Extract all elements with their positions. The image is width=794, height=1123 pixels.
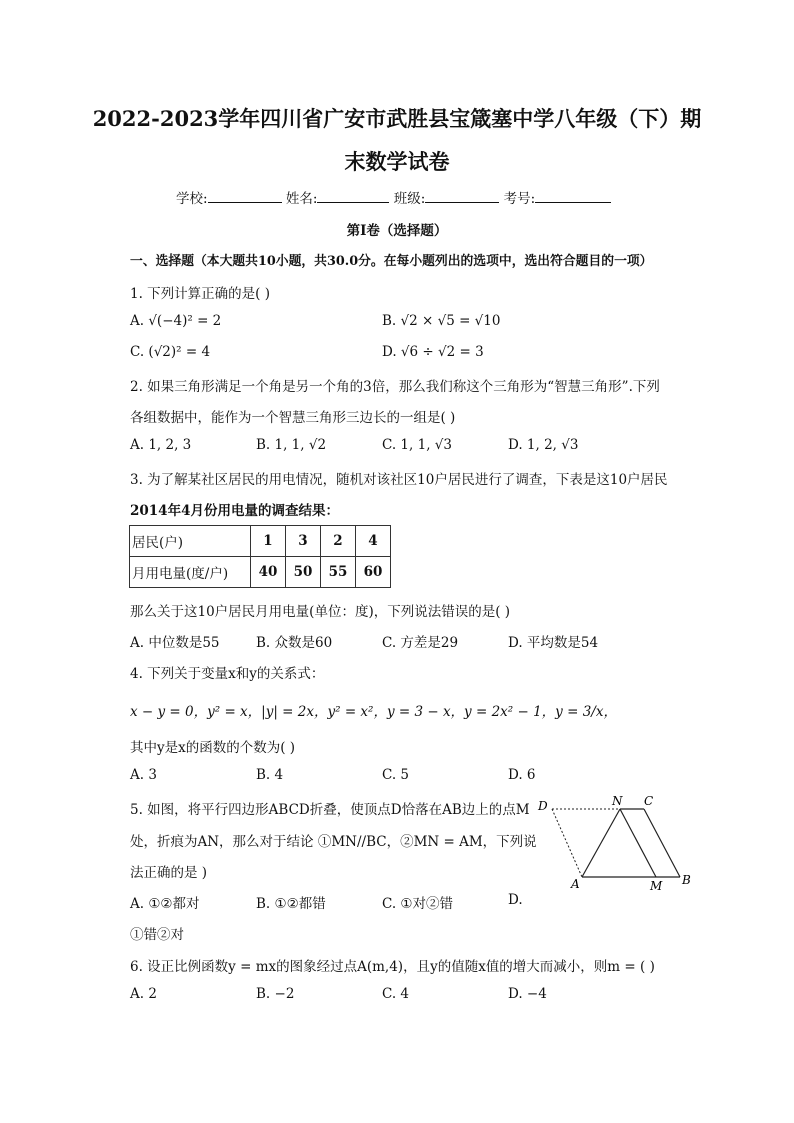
q1-option-a[interactable]: A. √(−4)² = 2 bbox=[130, 313, 222, 329]
table-cell: 55 bbox=[321, 557, 356, 588]
q6-stem: 6. 设正比例函数y = mx的图象经过点A(m,4)，且y的值随x值的增大而减小，则m = ( ) bbox=[130, 959, 655, 975]
q3-stem-line1: 3. 为了解某社区居民的用电情况，随机对该社区10户居民进行了调查，下表是这10户居民 bbox=[130, 472, 668, 488]
q5-stem-line2: 处，折痕为AN，那么对于结论 ①MN//BC，②MN = AM，下列说 bbox=[130, 834, 537, 850]
electricity-table bbox=[129, 525, 391, 588]
q4-formulas: x − y = 0，y² = x，|y| = 2x，y² = x²，y = 3 − x，y = 2x² − 1，y = 3/x， bbox=[130, 704, 617, 720]
q5-option-b[interactable]: B. ①②都错 bbox=[256, 896, 326, 912]
student-info bbox=[176, 187, 611, 207]
school-label: 学校: bbox=[176, 191, 208, 207]
table-cell: 60 bbox=[356, 557, 391, 588]
table-cell-label: 月用电量(度/户) bbox=[130, 557, 251, 588]
q5-option-d-wrap: ①错②对 bbox=[130, 927, 184, 943]
q3-option-d[interactable]: D. 平均数是54 bbox=[508, 635, 599, 651]
label-b: B bbox=[682, 873, 691, 887]
q5-option-a[interactable]: A. ①②都对 bbox=[130, 896, 200, 912]
school-field[interactable] bbox=[208, 190, 282, 203]
q6-option-a[interactable]: A. 2 bbox=[130, 986, 157, 1002]
table-cell: 3 bbox=[286, 526, 321, 557]
q4-after: 其中y是x的函数的个数为( ) bbox=[130, 740, 296, 756]
label-m: M bbox=[650, 879, 663, 893]
edge-nm bbox=[620, 809, 656, 877]
exam-no-label: 考号: bbox=[503, 191, 536, 207]
table-row bbox=[130, 526, 391, 557]
table-cell: 1 bbox=[251, 526, 286, 557]
q3-option-c[interactable]: C. 方差是29 bbox=[382, 635, 459, 651]
q2-stem-line2: 各组数据中，能作为一个智慧三角形三边长的一组是( ) bbox=[130, 410, 456, 426]
q1-option-c[interactable]: C. (√2)² = 4 bbox=[130, 344, 211, 360]
q3-option-b[interactable]: B. 众数是60 bbox=[256, 635, 333, 651]
table-cell: 4 bbox=[356, 526, 391, 557]
label-c: C bbox=[644, 794, 654, 808]
name-field[interactable] bbox=[317, 190, 389, 203]
table-cell: 2 bbox=[321, 526, 356, 557]
q3-after: 那么关于这10户居民月用电量(单位：度)，下列说法错误的是( ) bbox=[130, 604, 511, 620]
table-cell: 40 bbox=[251, 557, 286, 588]
q4-option-b[interactable]: B. 4 bbox=[256, 767, 284, 783]
q4-stem: 4. 下列关于变量x和y的关系式： bbox=[130, 666, 325, 682]
label-a: A bbox=[571, 877, 580, 891]
q2-stem-line1: 2. 如果三角形满足一个角是另一个角的3倍，那么我们称这个三角形为“智慧三角形”.下列 bbox=[130, 379, 660, 395]
q4-option-a[interactable]: A. 3 bbox=[130, 767, 157, 783]
q1-option-d[interactable]: D. √6 ÷ √2 = 3 bbox=[382, 344, 484, 360]
q5-stem-line1: 5. 如图，将平行四边形ABCD折叠，使顶点D恰落在AB边上的点M bbox=[130, 802, 530, 818]
dashed-edge-da bbox=[552, 809, 582, 877]
q4-option-c[interactable]: C. 5 bbox=[382, 767, 410, 783]
table-cell-label: 居民(户) bbox=[130, 526, 251, 557]
exam-no-field[interactable] bbox=[535, 190, 611, 203]
q5-option-c[interactable]: C. ①对②错 bbox=[382, 896, 454, 912]
q2-option-d[interactable]: D. 1, 2, √3 bbox=[508, 437, 579, 453]
q6-option-c[interactable]: C. 4 bbox=[382, 986, 410, 1002]
table-row bbox=[130, 557, 391, 588]
q5-option-d[interactable]: D. bbox=[508, 892, 523, 908]
name-label: 姓名: bbox=[285, 191, 318, 207]
parallelogram-figure bbox=[534, 793, 696, 893]
part-heading: 一、选择题（本大题共10小题，共30.0分。在每小题列出的选项中，选出符合题目的一项） bbox=[130, 254, 653, 269]
fold-line-an bbox=[582, 809, 620, 877]
q3-option-a[interactable]: A. 中位数是55 bbox=[130, 635, 220, 651]
q5-stem-line3: 法正确的是 ) bbox=[130, 865, 208, 881]
class-field[interactable] bbox=[425, 190, 499, 203]
label-n: N bbox=[612, 794, 623, 808]
exam-title-line1: 2022-2023学年四川省广安市武胜县宝箴塞中学八年级（下）期 bbox=[92, 106, 702, 131]
q6-option-b[interactable]: B. −2 bbox=[256, 986, 295, 1002]
label-d: D bbox=[538, 799, 548, 813]
q2-option-c[interactable]: C. 1, 1, √3 bbox=[382, 437, 452, 453]
q2-option-a[interactable]: A. 1, 2, 3 bbox=[130, 437, 192, 453]
section-title: 第I卷（选择题） bbox=[346, 223, 448, 239]
class-label: 班级: bbox=[393, 191, 426, 207]
table-cell: 50 bbox=[286, 557, 321, 588]
q2-option-b[interactable]: B. 1, 1, √2 bbox=[256, 437, 327, 453]
q4-option-d[interactable]: D. 6 bbox=[508, 767, 536, 783]
exam-title-line2: 末数学试卷 bbox=[344, 149, 450, 174]
q6-option-d[interactable]: D. −4 bbox=[508, 986, 547, 1002]
q1-option-b[interactable]: B. √2 × √5 = √10 bbox=[382, 313, 501, 329]
q3-stem-line2: 2014年4月份用电量的调查结果： bbox=[130, 503, 339, 519]
q1-stem: 1. 下列计算正确的是( ) bbox=[130, 286, 270, 302]
edge-cb bbox=[644, 809, 680, 877]
